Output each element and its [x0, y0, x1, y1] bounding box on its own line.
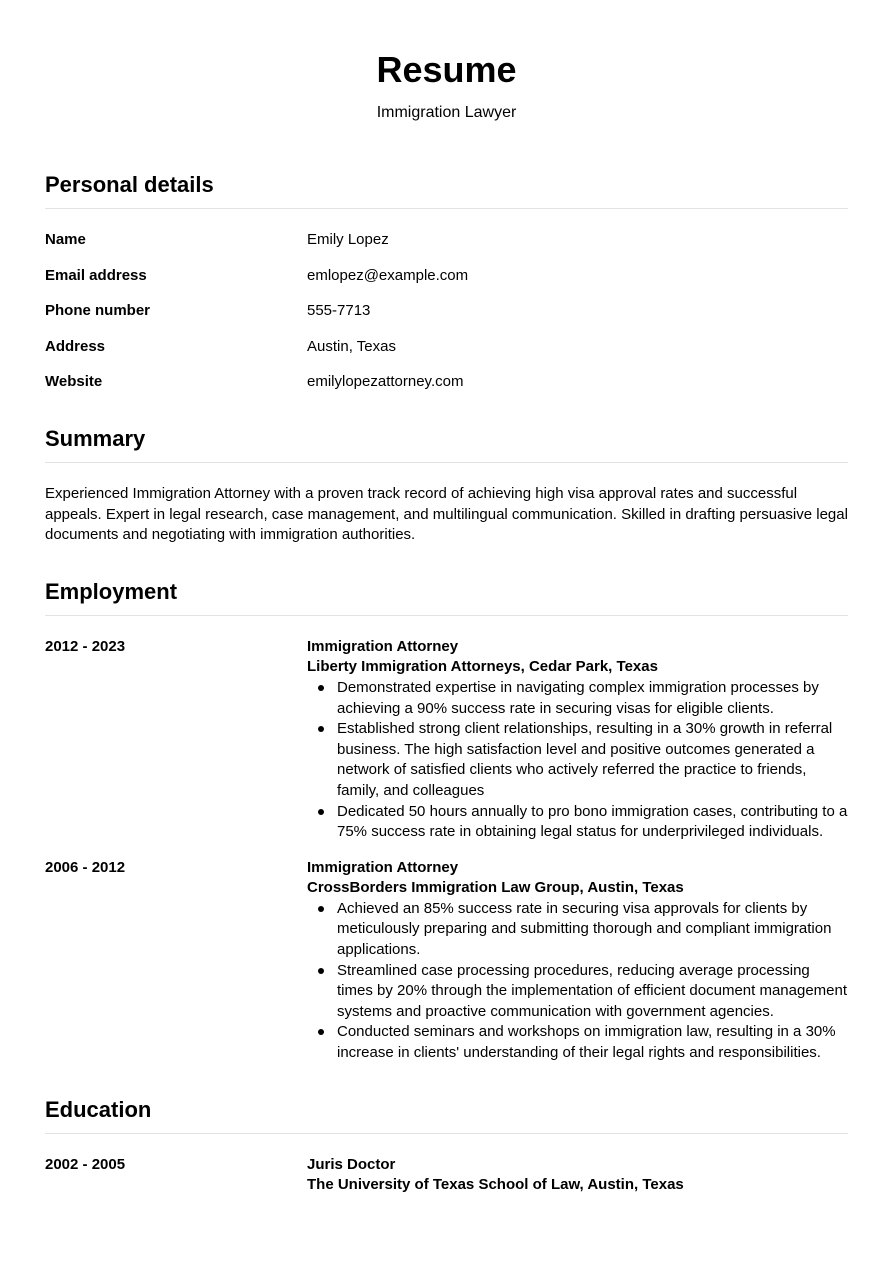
employment-entry	[45, 858, 848, 1064]
employment-dates: 2006 - 2012	[45, 858, 126, 876]
summary-section	[45, 426, 848, 546]
employment-dates: 2012 - 2023	[45, 637, 126, 655]
personal-value: Emily Lopez	[307, 231, 389, 248]
education-dates: 2002 - 2005	[45, 1155, 126, 1173]
section-heading-personal-details: Personal details	[45, 172, 848, 209]
employment-entry	[45, 637, 848, 843]
section-heading-employment: Employment	[45, 579, 848, 616]
job-title: Immigration Attorney	[307, 858, 459, 876]
employment-details	[307, 858, 848, 1064]
personal-row-website	[45, 372, 848, 393]
job-organization: CrossBorders Immigration Law Group, Austin, Texas	[307, 879, 684, 897]
job-bullet: Dedicated 50 hours annually to pro bono immigration cases, contributing to a 75% success rate in obtaining legal status for underprivileged individuals.	[337, 802, 848, 843]
job-bullet: Established strong client relationships, resulting in a 30% growth in referral business. The high satisfaction level and positive outcomes generated a network of satisfied clients who actively referred the practice to friends, family, and colleagues	[337, 719, 848, 801]
education-entry	[45, 1155, 848, 1196]
personal-value: emlopez@example.com	[307, 266, 469, 284]
education-section	[45, 1097, 848, 1196]
job-bullet: Achieved an 85% success rate in securing visa approvals for clients by meticulously preparing and submitting thorough and compliant immigration applications.	[337, 899, 848, 961]
personal-details-section	[45, 172, 848, 393]
personal-row-name	[45, 230, 848, 251]
job-bullet: Demonstrated expertise in navigating complex immigration processes by achieving a 90% success rate in securing visas for eligible clients.	[337, 678, 848, 719]
personal-value: 555-7713	[307, 302, 371, 320]
resume-header	[45, 0, 848, 123]
job-title: Immigration Attorney	[307, 637, 459, 655]
section-heading-education: Education	[45, 1097, 848, 1134]
job-bullet: Streamlined case processing procedures, reducing average processing times by 20% through the implementation of efficient document management systems and proactive communication with government agencies.	[337, 961, 848, 1023]
job-bullet-list	[307, 899, 848, 1064]
personal-label: Address	[45, 337, 106, 355]
personal-row-address	[45, 337, 848, 358]
job-bullet-list	[307, 678, 848, 843]
personal-row-phone	[45, 301, 848, 322]
section-heading-summary: Summary	[45, 426, 848, 463]
resume-subtitle: Immigration Lawyer	[376, 104, 517, 121]
job-organization: Liberty Immigration Attorneys, Cedar Park, Texas	[307, 658, 658, 676]
personal-label: Phone number	[45, 302, 151, 320]
education-degree: Juris Doctor	[307, 1155, 396, 1173]
resume-page	[45, 0, 848, 1196]
personal-label: Website	[45, 373, 103, 391]
personal-value: Austin, Texas	[307, 337, 396, 355]
personal-label: Name	[45, 231, 86, 248]
resume-title: Resume	[376, 49, 517, 90]
personal-label: Email address	[45, 266, 147, 284]
personal-row-email	[45, 266, 848, 287]
employment-section	[45, 579, 848, 1064]
personal-details-list	[45, 230, 848, 393]
education-school: The University of Texas School of Law, Austin, Texas	[307, 1176, 684, 1194]
summary-text: Experienced Immigration Attorney with a proven track record of achieving high visa approval rates and successful appeals. Expert in legal research, case management, and multilingual communication. Skilled in drafting persuasive legal documents and negotiating with immigration authorities.	[45, 484, 848, 544]
job-bullet: Conducted seminars and workshops on immigration law, resulting in a 30% increase in clients' understanding of their legal rights and responsibilities.	[337, 1022, 848, 1063]
employment-details	[307, 637, 848, 843]
education-details	[307, 1155, 848, 1196]
personal-value: emilylopezattorney.com	[307, 373, 464, 391]
